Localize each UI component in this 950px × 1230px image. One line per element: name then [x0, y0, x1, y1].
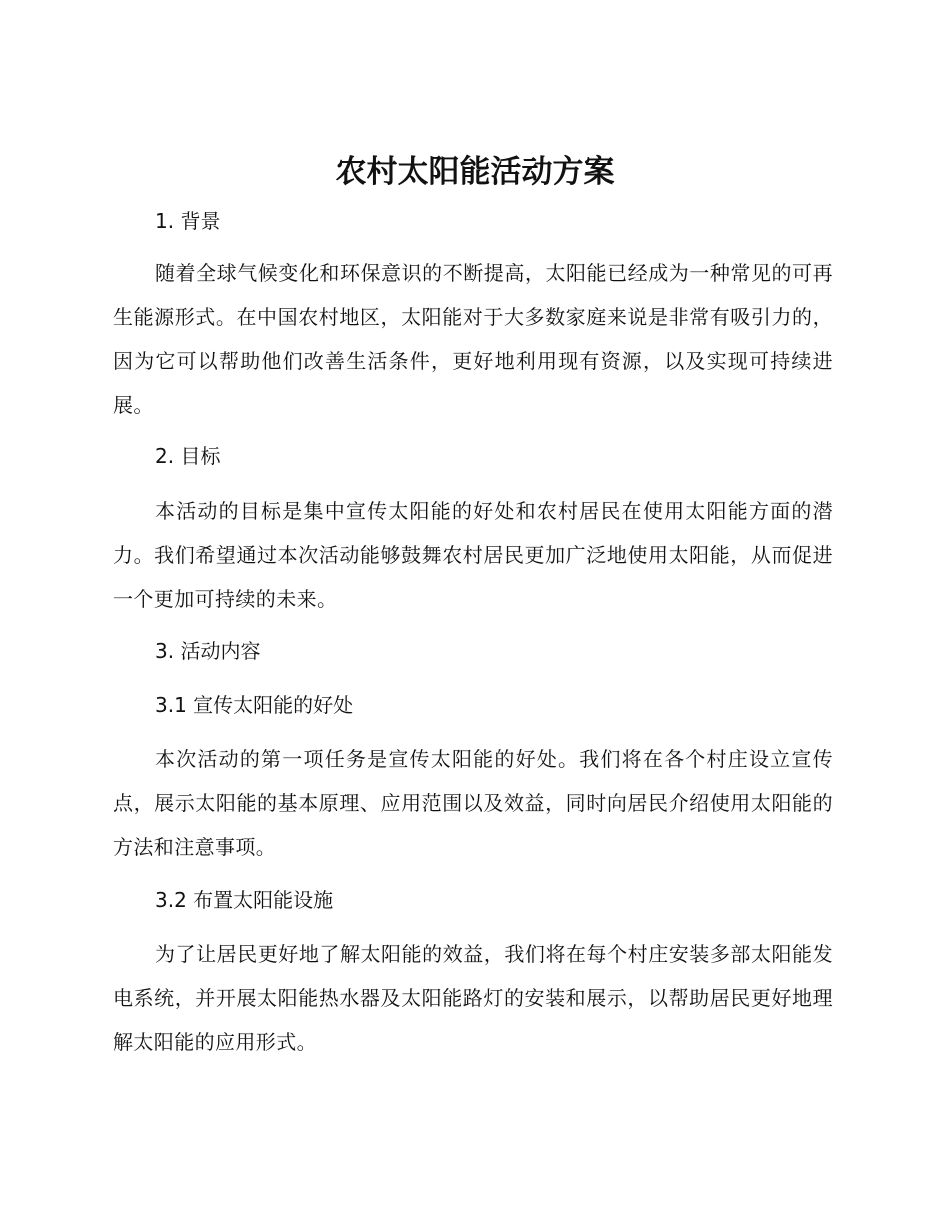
section-paragraph-background: 随着全球气候变化和环保意识的不断提高，太阳能已经成为一种常见的可再生能源形式。在中国农村地区，太阳能对于大多数家庭来说是非常有吸引力的，因为它可以帮助他们改善生活条件，更好地利用现有资源，以及实现可持续进展。	[113, 261, 833, 417]
section-heading-goals: 2. 目标	[155, 444, 221, 468]
section-heading-install-facilities: 3.2 布置太阳能设施	[155, 888, 334, 912]
document-title: 农村太阳能活动方案	[335, 154, 615, 190]
section-paragraph-goals: 本活动的目标是集中宣传太阳能的好处和农村居民在使用太阳能方面的潜力。我们希望通过本次活动能够鼓舞农村居民更加广泛地使用太阳能，从而促进一个更加可持续的未来。	[113, 499, 833, 611]
section-heading-activities: 3. 活动内容	[155, 639, 261, 663]
section-heading-promote-benefits: 3.1 宣传太阳能的好处	[155, 693, 354, 717]
section-heading-background: 1. 背景	[155, 209, 221, 233]
section-paragraph-install-facilities: 为了让居民更好地了解太阳能的效益，我们将在每个村庄安装多部太阳能发电系统，并开展太阳能热水器及太阳能路灯的安装和展示，以帮助居民更好地理解太阳能的应用形式。	[113, 942, 833, 1054]
section-paragraph-promote-benefits: 本次活动的第一项任务是宣传太阳能的好处。我们将在各个村庄设立宣传点，展示太阳能的基本原理、应用范围以及效益，同时向居民介绍使用太阳能的方法和注意事项。	[113, 747, 833, 859]
